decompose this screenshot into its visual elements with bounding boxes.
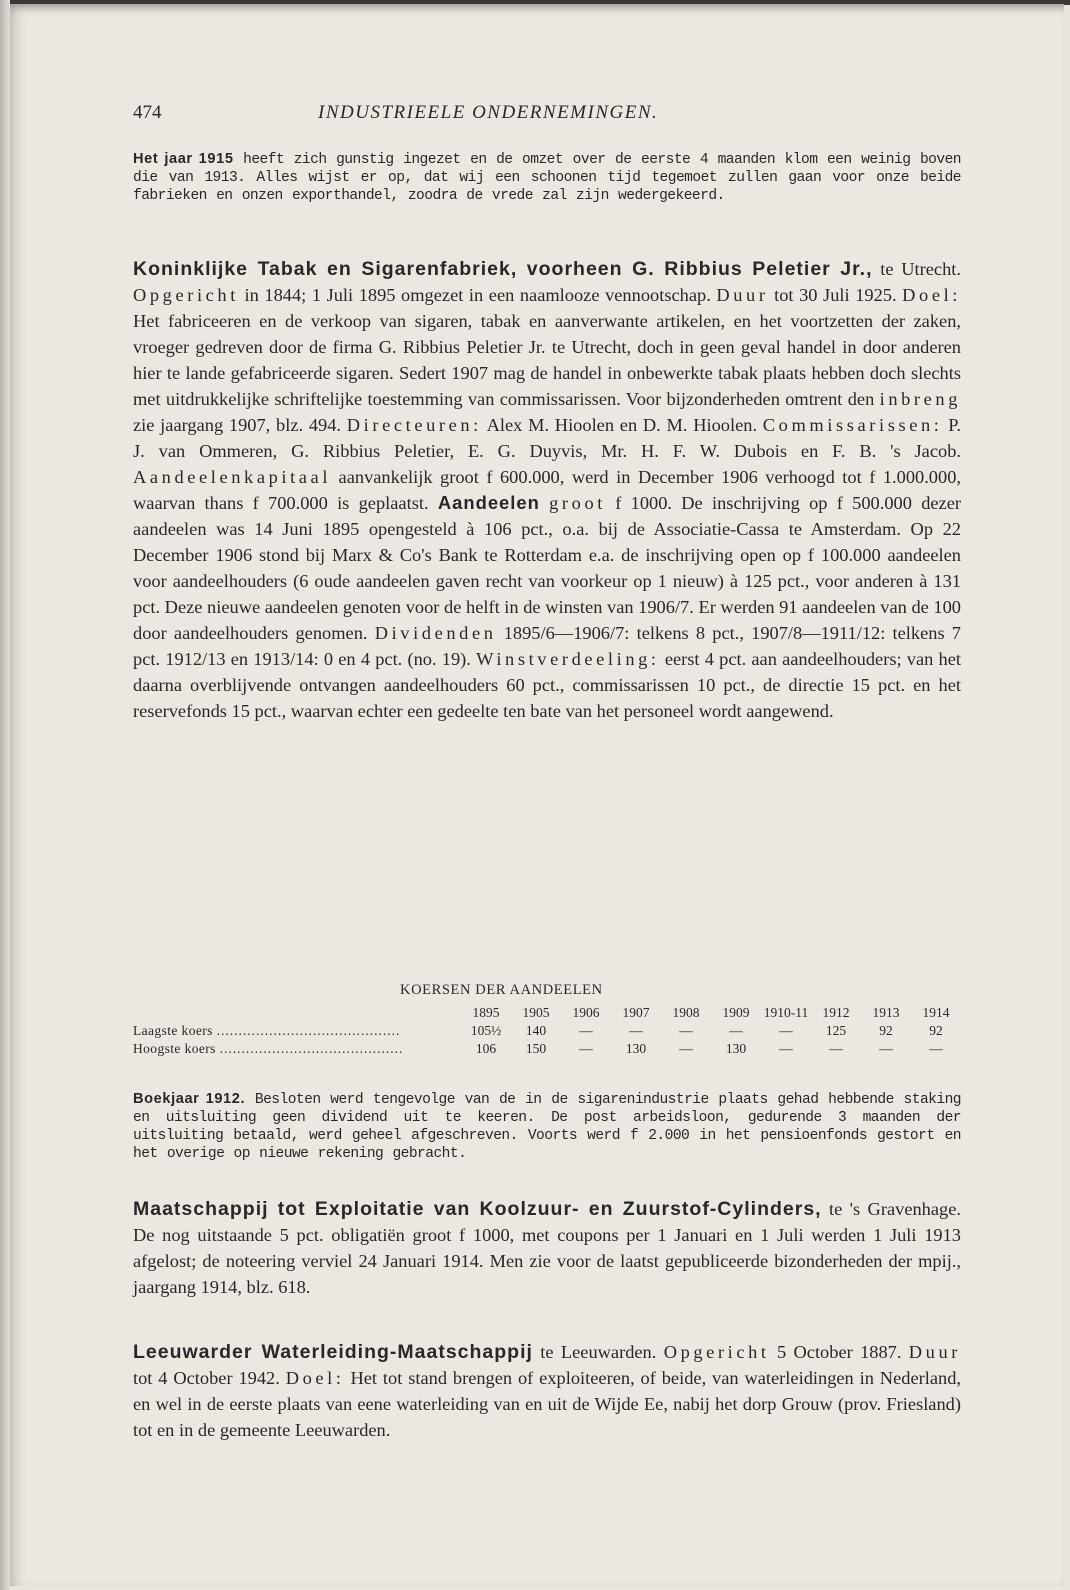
year-header: 1907 bbox=[622, 1005, 650, 1020]
table-cell: 92 bbox=[879, 1023, 893, 1038]
page-number: 474 bbox=[133, 102, 162, 123]
leader-dots: .......................................... bbox=[216, 1023, 401, 1038]
keyword-winstverdeeling: Winstverdeeling: bbox=[476, 649, 660, 669]
entry-text: te Utrecht. bbox=[872, 259, 961, 279]
table-cell: 125 bbox=[825, 1023, 847, 1038]
entry-text: tot 30 Juli 1925. bbox=[768, 285, 903, 305]
entry-text: in 1844; 1 Juli 1895 omgezet in een naamlooze vennootschap. bbox=[238, 285, 717, 305]
entry-text: aanvankelijk groot f 600.000, werd in December 1906 verhoogd tot f 1.000.000, waarvan thans f 700.000 is geplaatst. bbox=[133, 467, 961, 513]
entry-text: te 's Gravenhage. De nog uitstaande 5 pct. obligatiën groot f 1000, met coupons per 1 Januari en 1 Juli werden 1 Juli 1913 afgelost; de noteering verviel 24 Januari 1914. Men zie voor de laatst gepubliceerde bizonderheden der mpij., jaargang 1914, blz. 618. bbox=[133, 1199, 961, 1297]
entry-text: eerst 4 pct. aan aandeelhouders; van het daarna overblijvende ontvangen aandeelhouders 60 pct., commissarissen 10 pct., de directie 15 pct. en het reservefonds 15 pct., waarvan echter een gedeelte ten bate van het personeel wordt aangewend. bbox=[133, 649, 961, 721]
year-header: 1905 bbox=[522, 1005, 550, 1020]
entry-text: 1895/6—1906/7: telkens 8 pct., 1907/8—1911/12: telkens 7 pct. 1912/13 en 1913/14: 0 en 4 pct. (no. 19). bbox=[133, 623, 962, 669]
table-cell: — bbox=[629, 1023, 643, 1038]
entry-title: Leeuwarder Waterleiding-Maatschappij bbox=[133, 1341, 533, 1363]
year-header: 1906 bbox=[572, 1005, 600, 1020]
keyword-doel: Doel: bbox=[902, 285, 961, 305]
keyword-opgericht: Opgericht bbox=[663, 1342, 770, 1362]
entry-tabak-sigarenfabriek bbox=[133, 256, 961, 724]
entry-text: P. J. van Ommeren, G. Ribbius Peletier, E. G. Duyvis, Mr. H. F. W. Dubois en F. B. 's Jacob. bbox=[133, 415, 962, 461]
table-cell: 106 bbox=[475, 1041, 497, 1056]
entry-text: f 1000. De inschrijving op f 500.000 dezer aandeelen was 14 Juni 1895 opengesteld à 106 pct., o.a. bij de Associatie-Cassa te Amsterdam. Op 22 December 1906 stond bij Marx & Co's Bank te Rotterdam e.a. de inschrijving open op f 100.000 aandeelen voor aandeelhouders (6 oude aandeelen gaven recht van voorkeur op 1 nieuw) à 125 pct., voor anderen à 131 pct. Deze nieuwe aandeelen genoten voor de helft in de winsten van 1906/7. Er werden 91 aandeelen van de 100 door aandeelhouders genomen. bbox=[133, 493, 962, 643]
keyword-inbreng: inbreng bbox=[879, 389, 961, 409]
table-cell: — bbox=[679, 1023, 693, 1038]
entry-text: Het tot stand brengen of exploiteeren, of beide, van waterleidingen in Nederland, en wel in de eerste plaats van eene waterleiding van en uit de Wijde Ee, nabij het dorp Grouw (prov. Friesland) tot en in de gemeente Leeuwarden. bbox=[133, 1368, 961, 1440]
keyword-dividenden: Dividenden bbox=[374, 623, 497, 643]
koersen-year-row bbox=[133, 1004, 961, 1022]
table-cell: — bbox=[779, 1041, 793, 1056]
year-header: 1912 bbox=[822, 1005, 850, 1020]
table-cell: 130 bbox=[625, 1041, 647, 1056]
table-cell: — bbox=[579, 1041, 593, 1056]
keyword-opgericht: Opgericht bbox=[133, 285, 239, 305]
year-header: 1913 bbox=[872, 1005, 900, 1020]
table-cell: 105½ bbox=[470, 1023, 502, 1038]
table-cell: 130 bbox=[725, 1041, 747, 1056]
intro-note bbox=[133, 150, 961, 205]
year-header: 1910-11 bbox=[763, 1005, 809, 1020]
entry-title: Koninklijke Tabak en Sigarenfabriek, voorheen G. Ribbius Peletier Jr., bbox=[133, 258, 873, 280]
entry-text: tot 4 October 1942. bbox=[133, 1368, 286, 1388]
intro-note-text: heeft zich gunstig ingezet en de omzet over de eerste 4 maanden klom een weinig boven die van 1913. Alles wijst er op, dat wij een schoonen tijd tegemoet zullen gaan voor onze beide fabrieken en onzen exporthandel, zoodra de vrede zal zijn wedergekeerd. bbox=[133, 152, 961, 204]
boekjaar-lead: Boekjaar 1912. bbox=[133, 1091, 246, 1107]
keyword-aandeelen: Aandeelen bbox=[437, 492, 540, 513]
keyword-groot: groot bbox=[549, 493, 606, 513]
entry-text: Alex M. Hioolen en D. M. Hioolen. bbox=[481, 415, 763, 435]
table-cell: — bbox=[929, 1041, 943, 1056]
year-header: 1914 bbox=[922, 1005, 950, 1020]
table-cell: — bbox=[879, 1041, 893, 1056]
koersen-table-title: KOERSEN DER AANDEELEN bbox=[400, 982, 603, 998]
entry-title: Maatschappij tot Exploitatie van Koolzuur- en Zuurstof-Cylinders, bbox=[133, 1198, 822, 1220]
year-header: 1908 bbox=[672, 1005, 700, 1020]
entry-leeuwarder-waterleiding bbox=[133, 1339, 961, 1443]
keyword-aandeelenkapitaal: Aandeelenkapitaal bbox=[133, 467, 332, 487]
table-cell: — bbox=[779, 1023, 793, 1038]
table-row bbox=[133, 1040, 961, 1058]
table-cell: 140 bbox=[525, 1023, 547, 1038]
table-row bbox=[133, 1022, 961, 1040]
entry-koolzuur-zuurstof bbox=[133, 1196, 961, 1300]
koersen-table bbox=[133, 1004, 961, 1058]
table-cell: — bbox=[729, 1023, 743, 1038]
running-title: INDUSTRIEELE ONDERNEMINGEN. bbox=[318, 102, 659, 123]
table-cell: 92 bbox=[929, 1023, 943, 1038]
entry-text: zie jaargang 1907, blz. 494. bbox=[133, 415, 347, 435]
keyword-duur: Duur bbox=[908, 1342, 961, 1362]
year-header: 1895 bbox=[472, 1005, 500, 1020]
boekjaar-text: Besloten werd tengevolge van de in de sigarenindustrie plaats gehad hebbende staking en uitsluiting geen dividend uit te keeren. De post arbeidsloon, gedurende 3 maanden der uitsluiting betaald, werd geheel afgeschreven. Voorts werd f 2.000 in het pensioenfonds gestort en het overige op nieuwe rekening gebracht. bbox=[133, 1092, 961, 1162]
row-label: Laagste koers bbox=[133, 1023, 213, 1038]
entry-text: te Leeuwarden. bbox=[532, 1342, 664, 1362]
page-binding-edge bbox=[0, 0, 10, 1590]
year-header: 1909 bbox=[722, 1005, 750, 1020]
table-cell: — bbox=[829, 1041, 843, 1056]
table-cell: — bbox=[679, 1041, 693, 1056]
boekjaar-note bbox=[133, 1090, 961, 1163]
table-cell: — bbox=[579, 1023, 593, 1038]
leader-dots: .......................................... bbox=[219, 1041, 404, 1056]
entry-text bbox=[540, 493, 549, 513]
keyword-commissarissen: Commissarissen: bbox=[762, 415, 943, 435]
keyword-directeuren: Directeuren: bbox=[346, 415, 482, 435]
entry-text: Het fabriceeren en de verkoop van sigaren, tabak en aanverwante artikelen, en het voortzetten der zaken, vroeger gedreven door de firma G. Ribbius Peletier Jr. te Utrecht, doch in geen geval handel in door anderen hier te lande gefabriceerde sigaren. Sedert 1907 mag de handel in onbewerkte tabak plaats hebben doch slechts met uitdrukkelijke schriftelijke toestemming van commissarissen. Voor bijzonderheden omtrent den bbox=[133, 311, 961, 409]
keyword-doel: Doel: bbox=[285, 1368, 345, 1388]
table-cell: 150 bbox=[525, 1041, 547, 1056]
intro-note-lead: Het jaar 1915 bbox=[133, 151, 234, 167]
page-header bbox=[133, 102, 963, 126]
entry-text: 5 October 1887. bbox=[769, 1342, 909, 1362]
keyword-duur: Duur bbox=[716, 285, 769, 305]
row-label: Hoogste koers bbox=[133, 1041, 216, 1056]
